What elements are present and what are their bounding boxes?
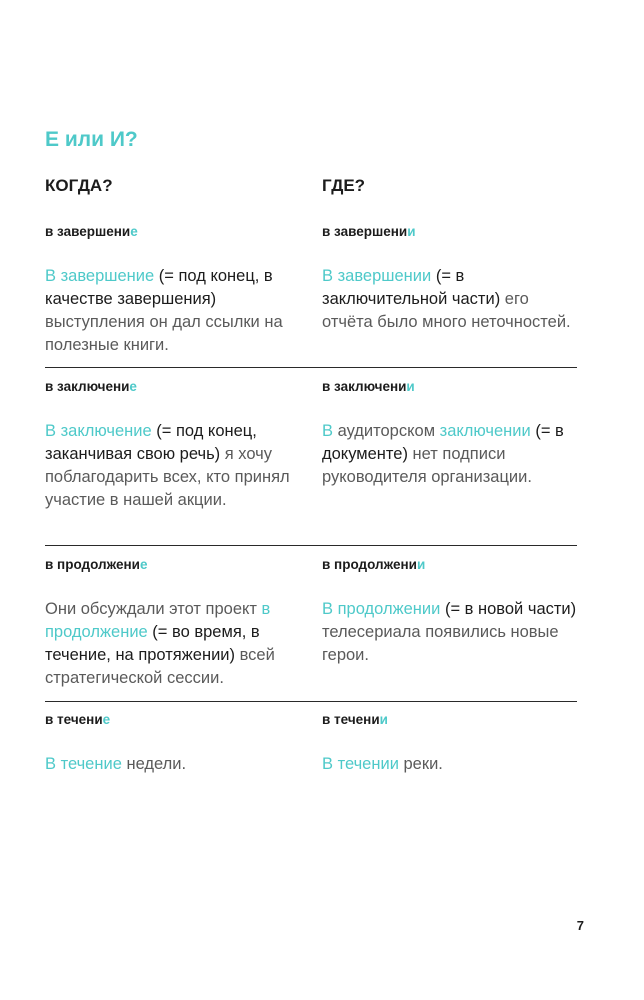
term-ending: и xyxy=(416,557,426,572)
term-stem: в заключени xyxy=(45,379,130,394)
sentence-text: его отчёта было много неточностей. xyxy=(322,290,571,331)
term-ending: е xyxy=(139,557,148,572)
highlighted-phrase: в продолжение xyxy=(45,600,271,641)
term-stem: в продолжени xyxy=(45,557,140,572)
term-stem: в продолжени xyxy=(322,557,417,572)
page-title: Е или И? xyxy=(45,128,138,151)
sentence-text: недели. xyxy=(121,755,187,773)
term-when xyxy=(45,710,303,730)
term-stem: в заключени xyxy=(322,379,407,394)
example-sentence xyxy=(322,598,580,667)
where-cell xyxy=(322,710,580,776)
term-stem: в течени xyxy=(45,712,103,727)
term-where xyxy=(322,555,580,575)
highlighted-phrase: В продолжении xyxy=(322,600,441,618)
term-ending: е xyxy=(129,379,137,394)
sentence-text: нет подписи руководителя организации. xyxy=(322,445,532,486)
sentence-text: я хочу поблагодарить всех, кто принял участие в нашей акции. xyxy=(45,445,290,509)
explanation-text: (= в документе) xyxy=(322,422,564,463)
explanation-text: (= в заключительной части) xyxy=(322,267,505,308)
when-cell xyxy=(45,377,303,512)
highlighted-phrase: В течение xyxy=(45,755,122,773)
explanation-text: (= в новой части) xyxy=(440,600,577,618)
example-sentence xyxy=(322,265,580,334)
highlighted-phrase: В завершении xyxy=(322,267,432,285)
sentence-text: Они обсуждали этот проект xyxy=(45,600,262,618)
page-number: 7 xyxy=(576,918,584,933)
example-sentence xyxy=(45,420,303,512)
sentence-text: телесериала появились новые герои. xyxy=(322,623,559,664)
term-stem: в завершени xyxy=(45,224,131,239)
where-cell xyxy=(322,222,580,334)
term-stem: в завершени xyxy=(322,224,408,239)
highlighted-phrase: В завершение xyxy=(45,267,155,285)
sentence-text: всей стратегической сессии. xyxy=(45,646,275,687)
term-when xyxy=(45,555,303,575)
when-cell xyxy=(45,710,303,776)
term-when xyxy=(45,377,303,397)
column-heading-when: КОГДА? xyxy=(45,176,113,195)
divider xyxy=(45,701,577,702)
highlighted-phrase: В xyxy=(322,422,334,440)
term-ending: е xyxy=(102,712,111,727)
when-cell xyxy=(45,222,303,357)
sentence-text: выступления он дал ссылки на полезные книги. xyxy=(45,313,283,354)
term-ending: е xyxy=(130,224,138,239)
term-stem: в течени xyxy=(322,712,380,727)
highlighted-phrase: В заключение xyxy=(45,422,152,440)
when-cell xyxy=(45,555,303,690)
highlighted-phrase: заключении xyxy=(439,422,531,440)
term-ending: и xyxy=(379,712,388,727)
example-sentence xyxy=(45,598,303,690)
sentence-text: аудиторском xyxy=(333,422,440,440)
term-where xyxy=(322,222,580,242)
column-heading-where: ГДЕ? xyxy=(322,176,366,195)
explanation-text: (= во время, в течение, на протяжении) xyxy=(45,623,260,664)
example-sentence xyxy=(322,753,580,776)
term-ending: и xyxy=(406,379,415,394)
sentence-text: реки. xyxy=(398,755,443,773)
example-sentence xyxy=(45,265,303,357)
term-when xyxy=(45,222,303,242)
where-cell xyxy=(322,377,580,489)
divider xyxy=(45,367,577,368)
highlighted-phrase: В течении xyxy=(322,755,399,773)
term-where xyxy=(322,710,580,730)
explanation-text: (= под конец, в качестве завершения) xyxy=(45,267,273,308)
example-sentence xyxy=(45,753,303,776)
term-where xyxy=(322,377,580,397)
divider xyxy=(45,545,577,546)
where-cell xyxy=(322,555,580,667)
term-ending: и xyxy=(407,224,416,239)
example-sentence xyxy=(322,420,580,489)
explanation-text: (= под конец, заканчивая свою речь) xyxy=(45,422,257,463)
